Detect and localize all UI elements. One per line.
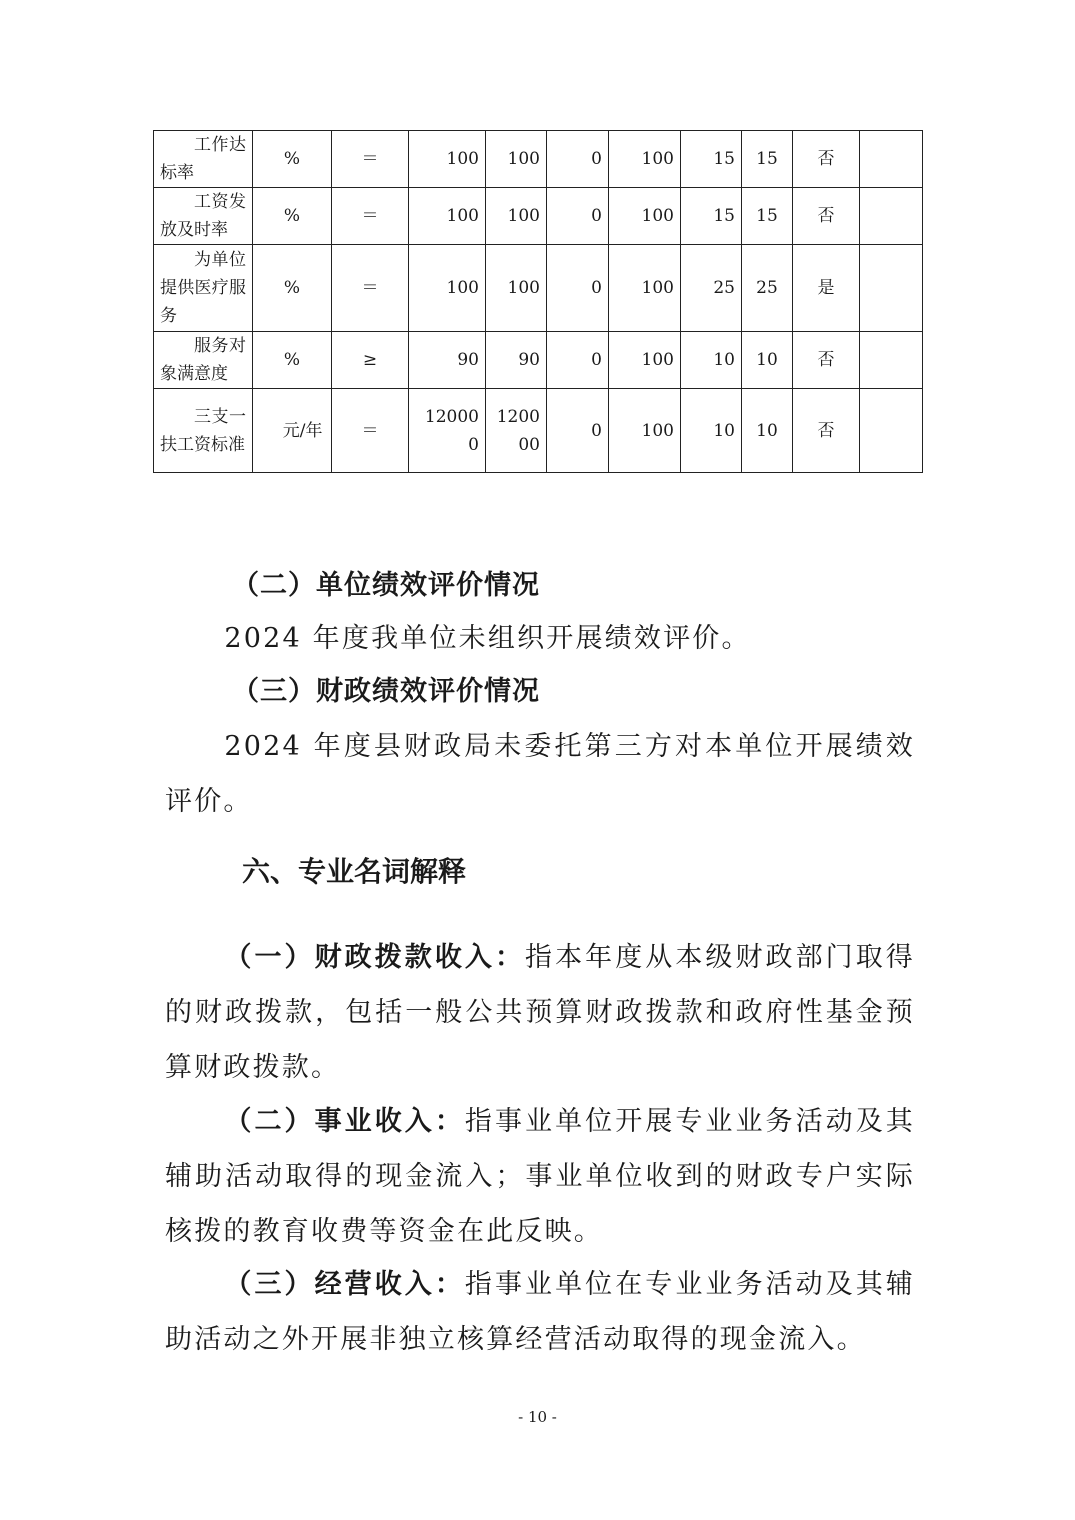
- remark-cell: [860, 131, 923, 188]
- term-fiscal-appropriation: [165, 930, 915, 1095]
- operator-cell: ＝: [332, 389, 409, 473]
- deviation-cell: 0: [547, 188, 609, 245]
- term-label: （一）财政拨款收入：: [224, 942, 526, 973]
- weight-cell: 15: [681, 188, 742, 245]
- term-business-income: [165, 1094, 915, 1259]
- completion-rate-cell: 100: [609, 131, 681, 188]
- indicator-cell: 服务对象满意度: [154, 332, 253, 389]
- core-indicator-flag-cell: 否: [793, 188, 860, 245]
- term-label: （二）事业收入：: [224, 1106, 465, 1137]
- table-row: [154, 188, 923, 245]
- weight-cell: 15: [681, 131, 742, 188]
- operator-cell: ＝: [332, 188, 409, 245]
- unit-cell: %: [253, 332, 332, 389]
- operator-cell: ＝: [332, 131, 409, 188]
- page-number: - 10 -: [518, 1408, 557, 1426]
- table-row: [154, 245, 923, 332]
- performance-indicator-table: [153, 130, 923, 473]
- deviation-cell: 0: [547, 131, 609, 188]
- indicator-cell: 为单位提供医疗服务: [154, 245, 253, 332]
- score-cell: 10: [742, 332, 793, 389]
- actual-value-cell: 100: [486, 245, 547, 332]
- operator-cell: ≥: [332, 332, 409, 389]
- remark-cell: [860, 245, 923, 332]
- term-definition: 指事业单位开展专业业务活动及其辅助活动取得的现金流入；事业单位收到的财政专户实际核拨的教育收费等资金在此反映。: [165, 1106, 915, 1247]
- actual-value-cell: 90: [486, 332, 547, 389]
- core-indicator-flag-cell: 否: [793, 131, 860, 188]
- target-value-cell: 100: [409, 131, 486, 188]
- score-cell: 10: [742, 389, 793, 473]
- target-value-cell: 100: [409, 245, 486, 332]
- unit-evaluation-text: 2024 年度我单位未组织开展绩效评价。: [224, 623, 751, 654]
- weight-cell: 10: [681, 389, 742, 473]
- actual-value-cell: 120000: [486, 389, 547, 473]
- weight-cell: 10: [681, 332, 742, 389]
- deviation-cell: 0: [547, 332, 609, 389]
- unit-cell: %: [253, 131, 332, 188]
- completion-rate-cell: 100: [609, 389, 681, 473]
- deviation-cell: 0: [547, 389, 609, 473]
- core-indicator-flag-cell: 否: [793, 389, 860, 473]
- remark-cell: [860, 332, 923, 389]
- table-row: [154, 131, 923, 188]
- chapter-heading-terms: 六、专业名词解释: [242, 855, 467, 888]
- unit-cell: %: [253, 245, 332, 332]
- remark-cell: [860, 389, 923, 473]
- term-definition: 指本年度从本级财政部门取得的财政拨款，包括一般公共预算财政拨款和政府性基金预算财政拨款。: [165, 942, 915, 1083]
- term-operating-income: [165, 1257, 915, 1367]
- completion-rate-cell: 100: [609, 245, 681, 332]
- target-value-cell: 100: [409, 188, 486, 245]
- target-value-cell: 120000: [409, 389, 486, 473]
- core-indicator-flag-cell: 是: [793, 245, 860, 332]
- actual-value-cell: 100: [486, 131, 547, 188]
- indicator-cell: 三支一扶工资标准: [154, 389, 253, 473]
- core-indicator-flag-cell: 否: [793, 332, 860, 389]
- score-cell: 15: [742, 188, 793, 245]
- score-cell: 25: [742, 245, 793, 332]
- target-value-cell: 90: [409, 332, 486, 389]
- operator-cell: ＝: [332, 245, 409, 332]
- completion-rate-cell: 100: [609, 332, 681, 389]
- unit-cell: %: [253, 188, 332, 245]
- weight-cell: 25: [681, 245, 742, 332]
- actual-value-cell: 100: [486, 188, 547, 245]
- score-cell: 15: [742, 131, 793, 188]
- section-heading-unit-evaluation: （二）单位绩效评价情况: [232, 570, 540, 601]
- indicator-cell: 工作达标率: [154, 131, 253, 188]
- term-definition: 指事业单位在专业业务活动及其辅助活动之外开展非独立核算经营活动取得的现金流入。: [165, 1269, 915, 1355]
- table-row: [154, 389, 923, 473]
- remark-cell: [860, 188, 923, 245]
- term-label: （三）经营收入：: [224, 1269, 465, 1300]
- indicator-cell: 工资发放及时率: [154, 188, 253, 245]
- unit-cell: 元/年: [253, 389, 332, 473]
- completion-rate-cell: 100: [609, 188, 681, 245]
- table-row: [154, 332, 923, 389]
- section-heading-fiscal-evaluation: （三）财政绩效评价情况: [232, 676, 540, 707]
- deviation-cell: 0: [547, 245, 609, 332]
- fiscal-evaluation-text: 2024 年度县财政局未委托第三方对本单位开展绩效评价。: [165, 731, 915, 817]
